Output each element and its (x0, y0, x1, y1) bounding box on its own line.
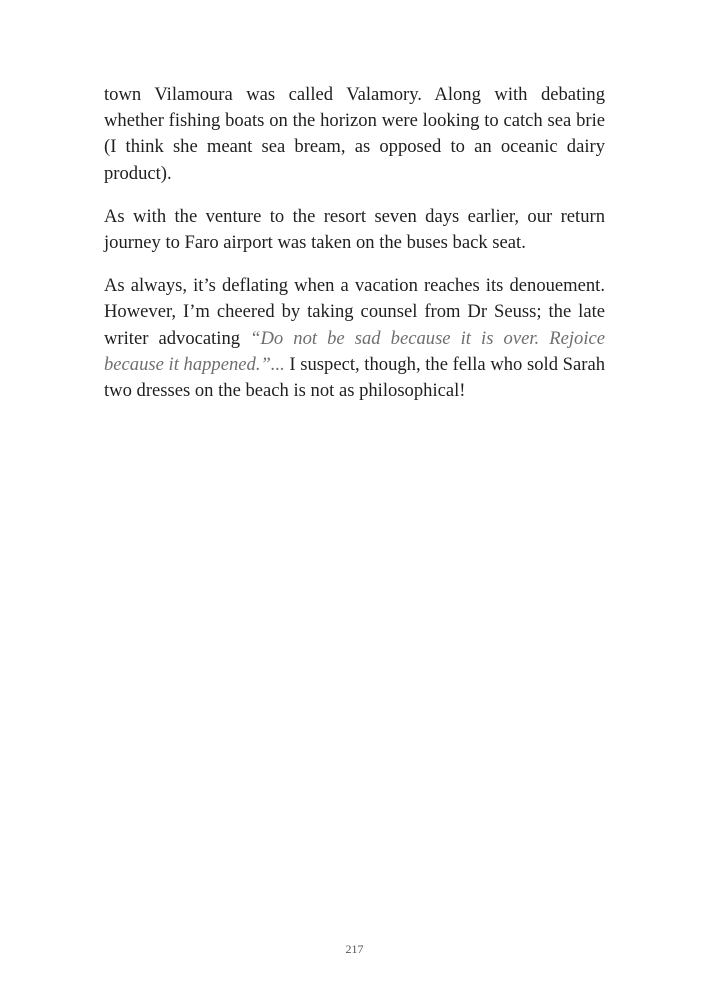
paragraph-1: town Vilamoura was called Valamory. Along with debating whether fishing boats on the horizon were looking to catch sea brie (I think she meant sea bream, as opposed to an oceanic dairy product). (104, 84, 605, 184)
paragraph-3-closing: I suspect, though, the fella who sold Sarah two dresses on the beach is not as philosophical! (104, 353, 605, 402)
page-number: 217 (345, 942, 364, 956)
dr-seuss-quote: “Do not be sad because it is over. Rejoice because it happened.”... (104, 327, 605, 375)
paragraph-3 (104, 273, 605, 404)
paragraph-3-intro: As always, it’s deflating when a vacation reaches its denouement. However, I’m cheered by taking counsel from Dr Seuss; the late writer advocating (104, 275, 605, 349)
body-text (104, 82, 605, 421)
paragraph-2: As with the venture to the resort seven days earlier, our return journey to Faro airport was taken on the buses back seat. (104, 205, 605, 254)
